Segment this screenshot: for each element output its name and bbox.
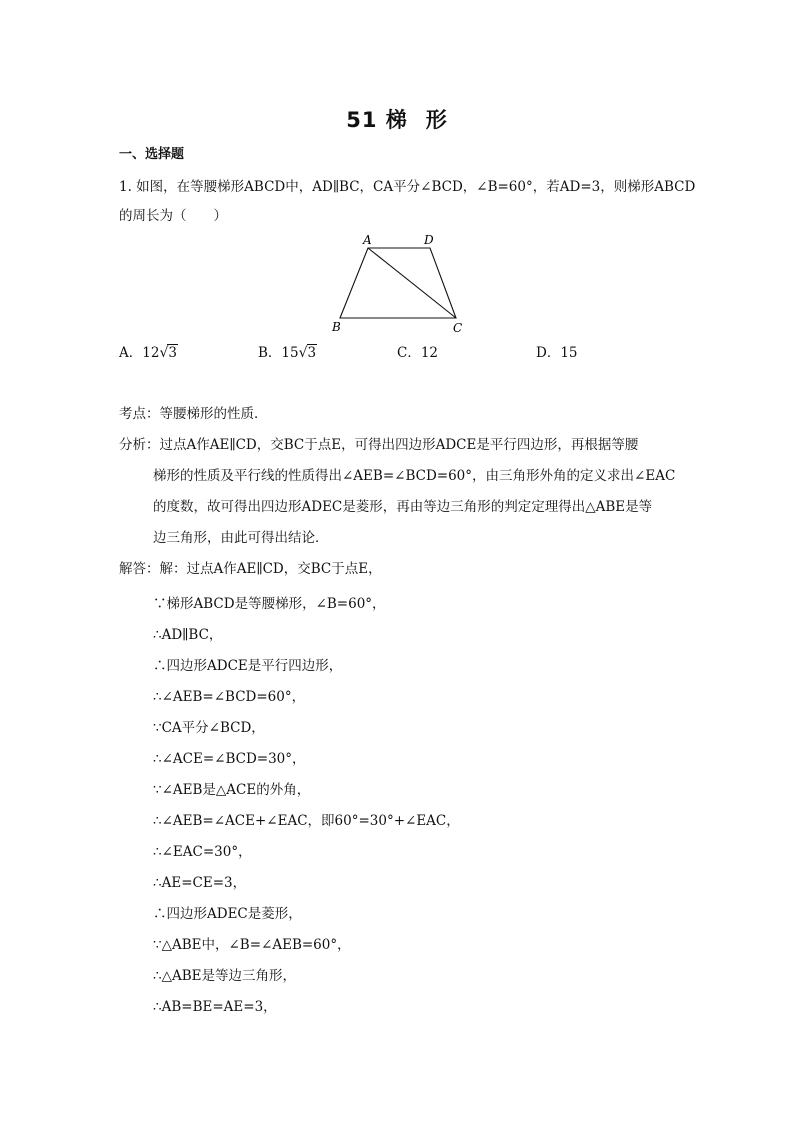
option-d-text: 15 <box>560 345 578 361</box>
vertex-label-d: D <box>424 233 434 247</box>
fenxi-line-3: 的度数，故可得出四边形ADEC是菱形，再由等边三角形的判定定理得出△ABE是等 <box>153 499 653 515</box>
option-c-text: 12 <box>420 345 439 361</box>
option-b-coef: 15 <box>281 345 299 361</box>
solution-step: ∴△ABE是等边三角形， <box>153 968 296 984</box>
solution-step: ∴AD∥BC， <box>153 627 223 643</box>
fenxi-line-1: 分析：过点A作AE∥CD，交BC于点E，可得出四边形ADCE是平行四边形，再根据等腰 <box>119 437 639 453</box>
question-text-line-1: 1. 如图，在等腰梯形ABCD中，AD∥BC，CA平分∠BCD，∠B=60°，若AD=3，则梯形ABCD <box>119 179 696 195</box>
title-number: 51 <box>346 108 378 132</box>
option-a-coef: 12 <box>142 345 160 361</box>
page-title <box>0 104 794 134</box>
option-b-radicand: 3 <box>307 345 317 361</box>
solution-step: ∴∠AEB=∠ACE+∠EAC，即60°=30°+∠EAC， <box>153 813 460 829</box>
title-word-1: 梯 <box>385 108 408 132</box>
solution-step: ∴四边形ADEC是菱形， <box>153 906 302 922</box>
fenxi-line-4: 边三角形，由此可得出结论． <box>153 530 329 546</box>
vertex-label-a: A <box>363 233 372 247</box>
trapezoid-figure <box>326 230 476 340</box>
option-c-letter: C． <box>397 345 421 361</box>
solution-step: ∴∠ACE=∠BCD=30°， <box>153 751 306 767</box>
option-d-letter: D． <box>536 345 561 361</box>
solution-step: ∵∠AEB是△ACE的外角， <box>153 782 311 798</box>
solution-step: ∴∠AEB=∠BCD=60°， <box>153 689 306 705</box>
kaodian-line: 考点：等腰梯形的性质． <box>119 406 268 422</box>
trapezoid-outline <box>340 248 456 318</box>
title-word-2: 形 <box>425 108 448 132</box>
option-a-radicand: 3 <box>168 345 177 361</box>
solution-step: ∵梯形ABCD是等腰梯形，∠B=60°， <box>153 596 386 612</box>
answer-options <box>119 341 679 363</box>
section-heading: 一、选择题 <box>119 147 185 162</box>
vertex-label-b: B <box>332 320 341 334</box>
solution-step: ∴四边形ADCE是平行四边形， <box>153 658 343 674</box>
option-c[interactable] <box>397 341 438 361</box>
option-b[interactable] <box>258 341 317 361</box>
solution-step: ∴AB=BE=AE=3， <box>153 999 277 1015</box>
solution-step: ∴∠EAC=30°， <box>153 844 252 860</box>
option-a[interactable] <box>119 341 178 361</box>
solution-step: ∴AE=CE=3， <box>153 875 247 891</box>
solution-step: ∵CA平分∠BCD， <box>153 720 265 736</box>
sqrt-symbol: √3 <box>298 345 317 361</box>
sqrt-symbol: √3 <box>159 345 177 361</box>
question-text-line-2: 的周长为（ ） <box>119 208 227 224</box>
option-d[interactable] <box>536 341 578 361</box>
option-b-letter: B． <box>258 345 282 361</box>
option-a-letter: A． <box>119 345 143 361</box>
vertex-label-c: C <box>453 321 463 335</box>
jieda-heading: 解答：解：过点A作AE∥CD，交BC于点E， <box>119 561 382 577</box>
solution-step: ∵△ABE中，∠B=∠AEB=60°， <box>153 937 351 953</box>
fenxi-line-2: 梯形的性质及平行线的性质得出∠AEB=∠BCD=60°，由三角形外角的定义求出∠EAC <box>153 468 676 484</box>
